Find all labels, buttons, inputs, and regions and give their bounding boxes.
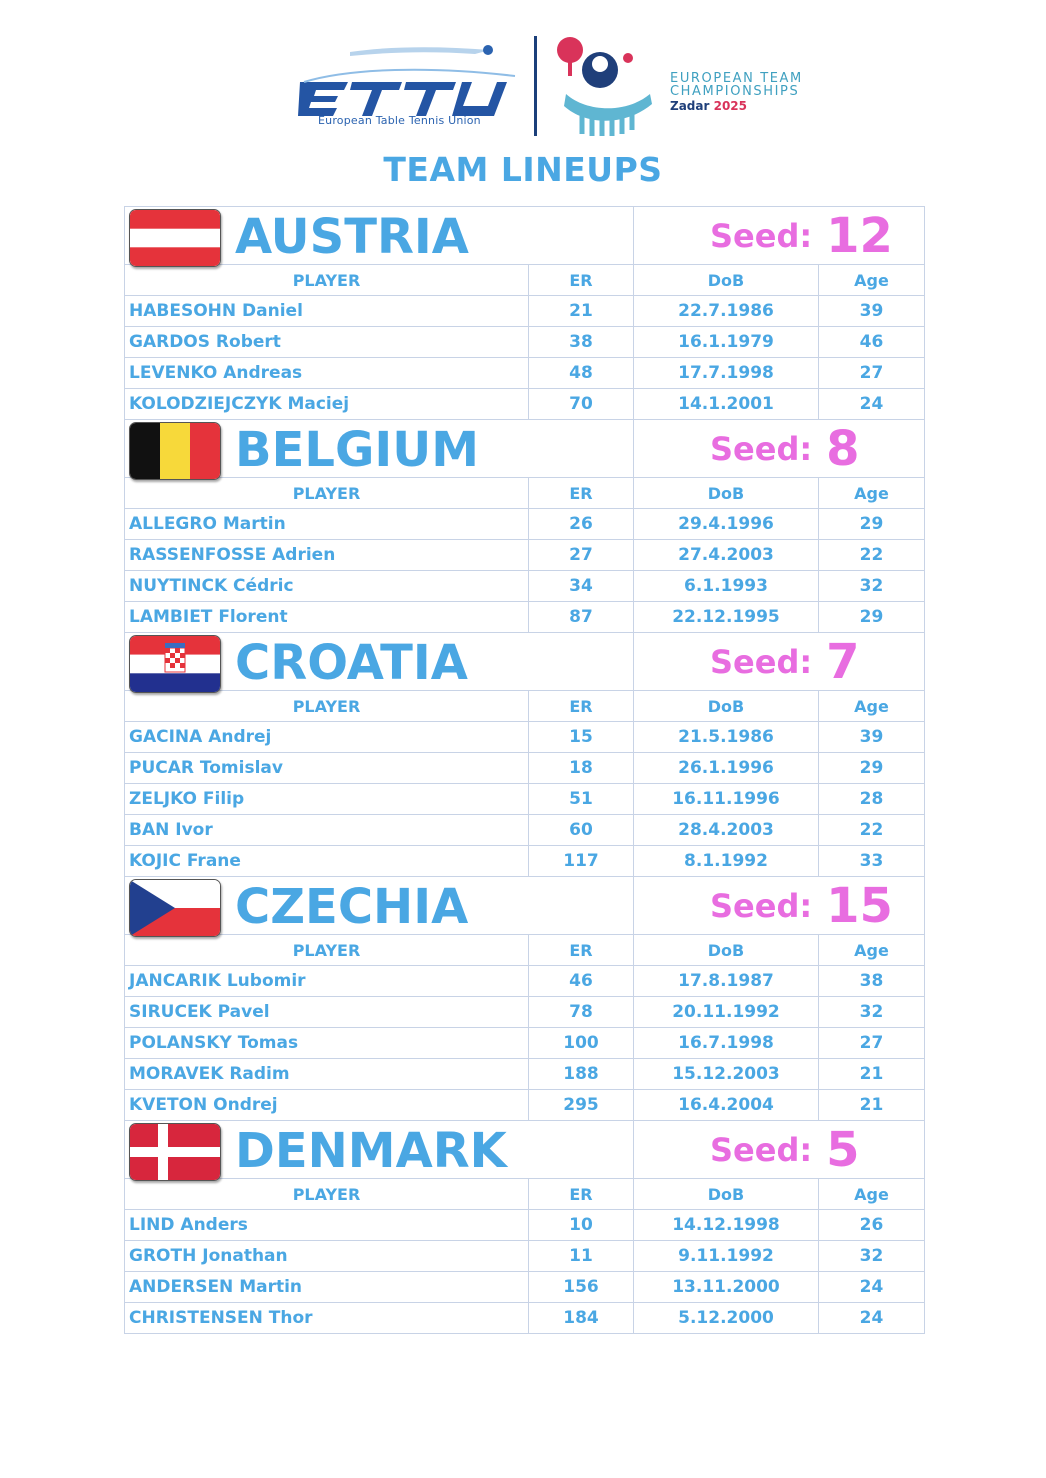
player-name: BAN Ivor [125,815,529,846]
column-header-er: ER [529,691,634,722]
team-header-denmark [125,1121,925,1179]
player-dob: 8.1.1992 [634,846,819,877]
player-row [125,571,925,602]
seed-value: 8 [826,420,860,477]
player-dob: 14.1.2001 [634,389,819,420]
team-name: DENMARK [235,1123,507,1179]
column-header-dob: DoB [634,265,819,296]
player-name: LEVENKO Andreas [125,358,529,389]
column-header-er: ER [529,265,634,296]
seed-label: Seed: [710,429,813,468]
player-er: 184 [529,1303,634,1334]
player-row [125,509,925,540]
column-header-row [125,265,925,296]
player-row [125,1059,925,1090]
player-name: ALLEGRO Martin [125,509,529,540]
player-er: 60 [529,815,634,846]
player-row [125,1090,925,1121]
player-dob: 27.4.2003 [634,540,819,571]
team-name: CZECHIA [235,879,469,935]
player-dob: 29.4.1996 [634,509,819,540]
player-name: PUCAR Tomislav [125,753,529,784]
column-header-er: ER [529,1179,634,1210]
event-line2: CHAMPIONSHIPS [670,84,800,99]
player-dob: 16.1.1979 [634,327,819,358]
player-dob: 15.12.2003 [634,1059,819,1090]
column-header-player: PLAYER [125,478,529,509]
header [0,0,1046,150]
player-row [125,358,925,389]
player-age: 27 [819,1028,925,1059]
player-dob: 17.7.1998 [634,358,819,389]
player-age: 39 [819,296,925,327]
croatia-flag-icon [129,635,221,693]
player-dob: 22.12.1995 [634,602,819,633]
column-header-player: PLAYER [125,1179,529,1210]
player-age: 29 [819,509,925,540]
player-er: 18 [529,753,634,784]
player-name: RASSENFOSSE Adrien [125,540,529,571]
player-age: 46 [819,327,925,358]
player-name: GACINA Andrej [125,722,529,753]
championship-logo [552,34,664,138]
column-header-dob: DoB [634,935,819,966]
player-name: LAMBIET Florent [125,602,529,633]
player-name: MORAVEK Radim [125,1059,529,1090]
seed-label: Seed: [710,1130,813,1169]
event-city-year [670,100,803,113]
seed-cell [634,633,925,691]
column-header-row [125,478,925,509]
seed-cell [634,1121,925,1179]
player-age: 32 [819,571,925,602]
player-name: JANCARIK Lubomir [125,966,529,997]
player-row [125,540,925,571]
seed-label: Seed: [710,886,813,925]
column-header-dob: DoB [634,478,819,509]
column-header-age: Age [819,691,925,722]
column-header-age: Age [819,265,925,296]
team-header-croatia [125,633,925,691]
player-er: 34 [529,571,634,602]
player-row [125,389,925,420]
team-name: AUSTRIA [235,209,469,265]
player-er: 100 [529,1028,634,1059]
column-header-age: Age [819,478,925,509]
player-dob: 26.1.1996 [634,753,819,784]
player-row [125,1241,925,1272]
player-name: NUYTINCK Cédric [125,571,529,602]
player-age: 27 [819,358,925,389]
player-row [125,1028,925,1059]
player-name: SIRUCEK Pavel [125,997,529,1028]
player-er: 26 [529,509,634,540]
team-name: BELGIUM [235,422,479,478]
player-er: 87 [529,602,634,633]
column-header-row [125,935,925,966]
player-row [125,327,925,358]
team-header-belgium [125,420,925,478]
player-dob: 14.12.1998 [634,1210,819,1241]
player-row [125,296,925,327]
player-er: 46 [529,966,634,997]
player-name: ANDERSEN Martin [125,1272,529,1303]
player-name: KOLODZIEJCZYK Maciej [125,389,529,420]
player-dob: 9.11.1992 [634,1241,819,1272]
seed-value: 5 [826,1121,860,1178]
player-er: 117 [529,846,634,877]
player-name: CHRISTENSEN Thor [125,1303,529,1334]
player-age: 24 [819,1272,925,1303]
player-age: 24 [819,389,925,420]
player-dob: 28.4.2003 [634,815,819,846]
player-dob: 13.11.2000 [634,1272,819,1303]
team-name-cell [125,207,634,265]
player-dob: 21.5.1986 [634,722,819,753]
player-age: 32 [819,997,925,1028]
player-er: 51 [529,784,634,815]
player-age: 24 [819,1303,925,1334]
seed-cell [634,207,925,265]
player-name: GARDOS Robert [125,327,529,358]
player-dob: 22.7.1986 [634,296,819,327]
column-header-player: PLAYER [125,935,529,966]
belgium-flag-icon [129,422,221,480]
player-name: HABESOHN Daniel [125,296,529,327]
player-age: 21 [819,1059,925,1090]
column-header-dob: DoB [634,1179,819,1210]
player-er: 295 [529,1090,634,1121]
column-header-dob: DoB [634,691,819,722]
team-lineups-table [124,206,924,1334]
seed-cell [634,877,925,935]
player-name: ZELJKO Filip [125,784,529,815]
player-age: 39 [819,722,925,753]
seed-cell [634,420,925,478]
player-age: 32 [819,1241,925,1272]
seed-value: 7 [826,633,860,690]
player-er: 21 [529,296,634,327]
player-row [125,602,925,633]
seed-label: Seed: [710,216,813,255]
player-er: 188 [529,1059,634,1090]
player-name: KOJIC Frane [125,846,529,877]
player-age: 21 [819,1090,925,1121]
player-row [125,784,925,815]
player-er: 15 [529,722,634,753]
player-er: 70 [529,389,634,420]
championship-text [670,72,803,113]
column-header-row [125,691,925,722]
player-age: 33 [819,846,925,877]
denmark-flag-icon [129,1123,221,1181]
player-dob: 6.1.1993 [634,571,819,602]
team-name-cell [125,420,634,478]
team-name-cell [125,877,634,935]
player-name: LIND Anders [125,1210,529,1241]
player-er: 10 [529,1210,634,1241]
logo-divider [534,36,537,136]
player-name: POLANSKY Tomas [125,1028,529,1059]
player-age: 26 [819,1210,925,1241]
player-age: 29 [819,753,925,784]
austria-flag-icon [129,209,221,267]
player-er: 156 [529,1272,634,1303]
team-header-austria [125,207,925,265]
czechia-flag-icon [129,879,221,937]
column-header-er: ER [529,478,634,509]
player-row [125,997,925,1028]
player-er: 38 [529,327,634,358]
player-row [125,1210,925,1241]
column-header-player: PLAYER [125,691,529,722]
team-name: CROATIA [235,635,468,691]
player-age: 28 [819,784,925,815]
player-row [125,753,925,784]
event-line1: EUROPEAN TEAM [670,71,803,86]
player-dob: 17.8.1987 [634,966,819,997]
player-age: 29 [819,602,925,633]
player-row [125,1272,925,1303]
player-row [125,846,925,877]
player-name: GROTH Jonathan [125,1241,529,1272]
team-name-cell [125,633,634,691]
player-name: KVETON Ondrej [125,1090,529,1121]
player-age: 22 [819,815,925,846]
player-dob: 20.11.1992 [634,997,819,1028]
column-header-row [125,1179,925,1210]
event-city: Zadar [670,99,710,113]
player-er: 27 [529,540,634,571]
player-dob: 5.12.2000 [634,1303,819,1334]
seed-value: 15 [826,877,893,934]
page-title: TEAM LINEUPS [383,150,663,189]
player-er: 11 [529,1241,634,1272]
seed-label: Seed: [710,642,813,681]
column-header-age: Age [819,1179,925,1210]
player-age: 38 [819,966,925,997]
player-dob: 16.7.1998 [634,1028,819,1059]
seed-value: 12 [826,207,893,264]
player-row [125,722,925,753]
player-dob: 16.4.2004 [634,1090,819,1121]
team-header-czechia [125,877,925,935]
event-year: 2025 [713,99,747,113]
team-name-cell [125,1121,634,1179]
ettu-subtitle: European Table Tennis Union [318,114,481,127]
player-row [125,815,925,846]
player-er: 78 [529,997,634,1028]
column-header-player: PLAYER [125,265,529,296]
player-row [125,1303,925,1334]
column-header-er: ER [529,935,634,966]
player-row [125,966,925,997]
player-age: 22 [819,540,925,571]
column-header-age: Age [819,935,925,966]
player-dob: 16.11.1996 [634,784,819,815]
player-er: 48 [529,358,634,389]
